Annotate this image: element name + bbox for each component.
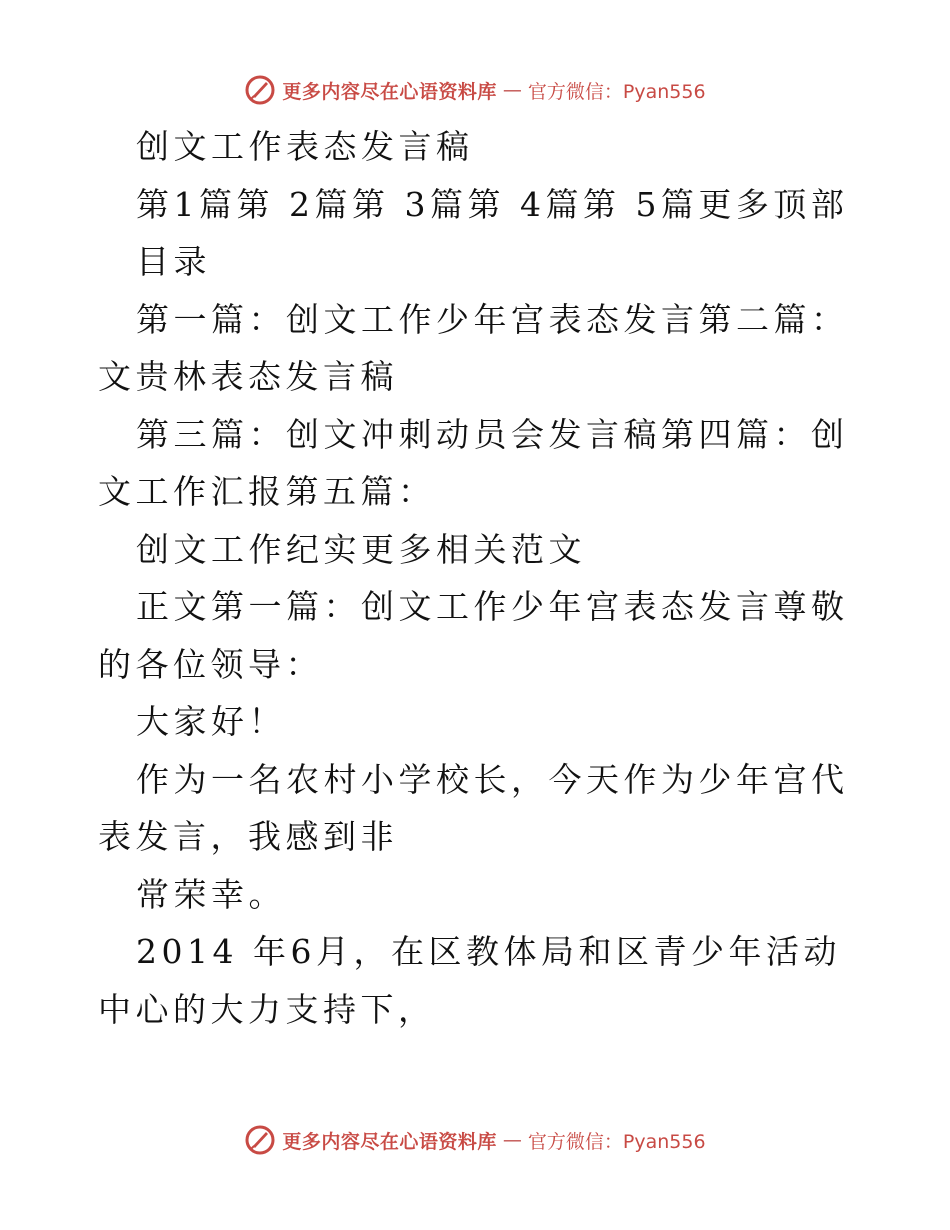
body-paragraph: 大家好！ — [136, 702, 286, 741]
body-paragraph: 正文第一篇：创文工作少年宫表态发言尊敬的各位领导： — [98, 587, 849, 684]
chapter-nav: 第1篇第 2篇第 3篇第 4篇第 5篇更多顶部 — [136, 184, 849, 224]
body-paragraph: 作为一名农村小学校长，今天作为少年宫代表发言，我感到非 — [98, 759, 849, 856]
quill-logo-icon — [244, 74, 276, 106]
footer-banner-text: 更多内容尽在心语资料库 — [282, 1130, 497, 1153]
footer-banner — [244, 1124, 705, 1156]
page-footer — [0, 1120, 950, 1160]
page-header — [0, 70, 950, 110]
footer-separator: — — [502, 1129, 522, 1151]
quill-logo-icon — [244, 1124, 276, 1156]
document-body — [98, 118, 858, 1038]
header-separator: — — [502, 79, 522, 101]
toc-line-1: 第一篇：创文工作少年宫表态发言第二篇：文贵林表态发言稿 — [98, 299, 849, 396]
body-paragraph: 2014 年6月，在区教体局和区青少年活动中心的大力支持下， — [98, 932, 841, 1029]
footer-wechat-text: 官方微信：Pyan556 — [527, 1130, 706, 1153]
doc-title: 创文工作表态发言稿 — [136, 127, 474, 166]
toc-heading: 目录 — [136, 242, 211, 281]
body-paragraph: 常荣幸。 — [136, 874, 286, 914]
toc-line-2: 第三篇：创文冲刺动员会发言稿第四篇：创文工作汇报第五篇： — [98, 414, 849, 511]
toc-line-3: 创文工作纪实更多相关范文 — [136, 529, 586, 569]
header-banner-text: 更多内容尽在心语资料库 — [282, 80, 497, 103]
header-wechat-text: 官方微信：Pyan556 — [527, 80, 706, 103]
header-banner — [244, 74, 705, 106]
